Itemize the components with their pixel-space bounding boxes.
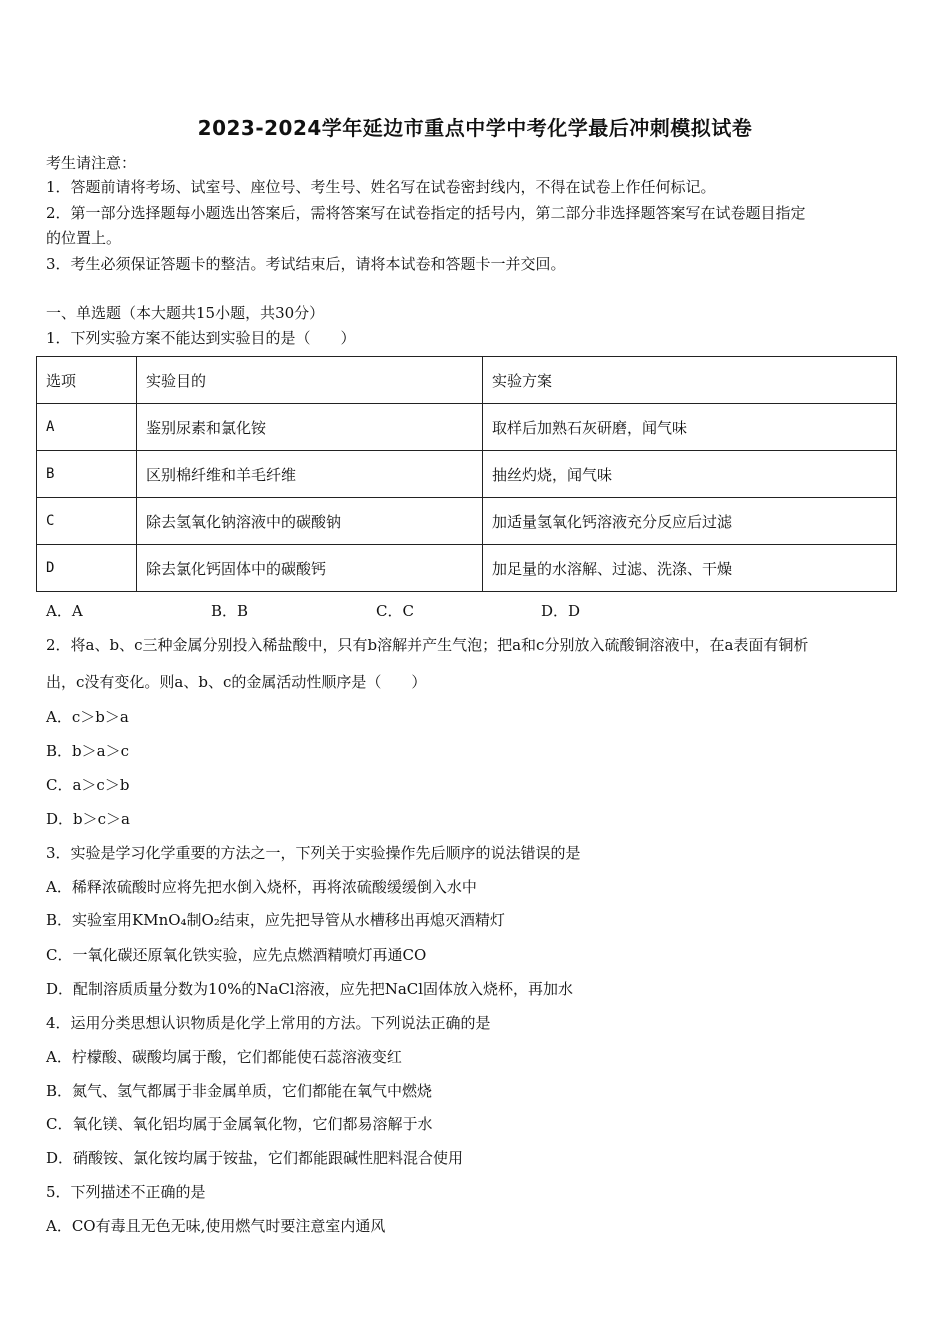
question-1-stem: 1．下列实验方案不能达到实验目的是（ ）: [46, 329, 356, 347]
page-title: 2023-2024学年延边市重点中学中考化学最后冲刺模拟试卷: [197, 116, 753, 140]
table-cell: C: [37, 498, 137, 545]
notice-item-2-cont: 的位置上。: [46, 229, 122, 247]
table-row: [37, 404, 897, 451]
question-2-option-c: C．a＞c＞b: [46, 776, 130, 794]
question-4-stem: 4．运用分类思想认识物质是化学上常用的方法。下列说法正确的是: [46, 1014, 491, 1032]
notice-item-2: 2．第一部分选择题每小题选出答案后，需将答案写在试卷指定的括号内，第二部分非选择题答案写在试卷题目指定: [46, 204, 806, 222]
question-3-option-d: D．配制溶质质量分数为10%的NaCl溶液，应先把NaCl固体放入烧杯，再加水: [46, 980, 574, 998]
table-header-row: [37, 357, 897, 404]
table-header-cell: 选项: [37, 357, 137, 404]
table-row: [37, 498, 897, 545]
question-2-stem-cont: 出，c没有变化。则a、b、c的金属活动性顺序是（ ）: [46, 673, 427, 691]
question-2-option-a: A．c＞b＞a: [46, 708, 129, 726]
option-c: C．C: [376, 602, 414, 620]
table-cell: 除去氢氧化钠溶液中的碳酸钠: [137, 498, 483, 545]
question-2-option-b: B．b＞a＞c: [46, 742, 129, 760]
question-4-option-a: A．柠檬酸、碳酸均属于酸，它们都能使石蕊溶液变红: [46, 1048, 402, 1066]
table-cell: 除去氯化钙固体中的碳酸钙: [137, 545, 483, 592]
notice-item-1: 1．答题前请将考场、试室号、座位号、考生号、姓名写在试卷密封线内，不得在试卷上作任何标记。: [46, 178, 716, 196]
table-cell: 取样后加熟石灰研磨，闻气味: [483, 404, 897, 451]
question-3-option-b: B．实验室用KMnO₄制O₂结束，应先把导管从水槽移出再熄灭酒精灯: [46, 911, 505, 929]
question-4-option-b: B．氮气、氢气都属于非金属单质，它们都能在氧气中燃烧: [46, 1082, 433, 1100]
table-cell: 鉴别尿素和氯化铵: [137, 404, 483, 451]
question-3-stem: 3．实验是学习化学重要的方法之一，下列关于实验操作先后顺序的说法错误的是: [46, 844, 581, 862]
question-5-option-a: A．CO有毒且无色无味,使用燃气时要注意室内通风: [46, 1217, 386, 1235]
table-header-cell: 实验方案: [483, 357, 897, 404]
option-d: D．D: [541, 602, 581, 620]
notice-item-3: 3．考生必须保证答题卡的整洁。考试结束后，请将本试卷和答题卡一并交回。: [46, 255, 566, 273]
table-cell: 区别棉纤维和羊毛纤维: [137, 451, 483, 498]
option-b: B．B: [211, 602, 249, 620]
question-3-option-c: C．一氧化碳还原氧化铁实验，应先点燃酒精喷灯再通CO: [46, 946, 427, 964]
table-row: [37, 545, 897, 592]
notice-heading: 考生请注意：: [46, 154, 137, 172]
question-1-options: [46, 600, 706, 621]
question-2-option-d: D．b＞c＞a: [46, 810, 130, 828]
table-row: [37, 451, 897, 498]
table-cell: 加适量氢氧化钙溶液充分反应后过滤: [483, 498, 897, 545]
option-a: A．A: [46, 602, 83, 620]
question-2-stem: 2．将a、b、c三种金属分别投入稀盐酸中，只有b溶解并产生气泡；把a和c分别放入硫酸铜溶液中，在a表面有铜析: [46, 636, 809, 654]
table-cell: A: [37, 404, 137, 451]
section-heading: 一、单选题（本大题共15小题，共30分）: [46, 304, 325, 322]
table-cell: B: [37, 451, 137, 498]
question-5-stem: 5．下列描述不正确的是: [46, 1183, 206, 1201]
question-3-option-a: A．稀释浓硫酸时应将先把水倒入烧杯，再将浓硫酸缓缓倒入水中: [46, 878, 477, 896]
table-cell: 加足量的水溶解、过滤、洗涤、干燥: [483, 545, 897, 592]
question-1-table: [36, 356, 897, 592]
table-cell: D: [37, 545, 137, 592]
question-4-option-d: D．硝酸铵、氯化铵均属于铵盐，它们都能跟碱性肥料混合使用: [46, 1149, 464, 1167]
table-cell: 抽丝灼烧，闻气味: [483, 451, 897, 498]
question-4-option-c: C．氧化镁、氧化铝均属于金属氧化物，它们都易溶解于水: [46, 1115, 433, 1133]
table-header-cell: 实验目的: [137, 357, 483, 404]
